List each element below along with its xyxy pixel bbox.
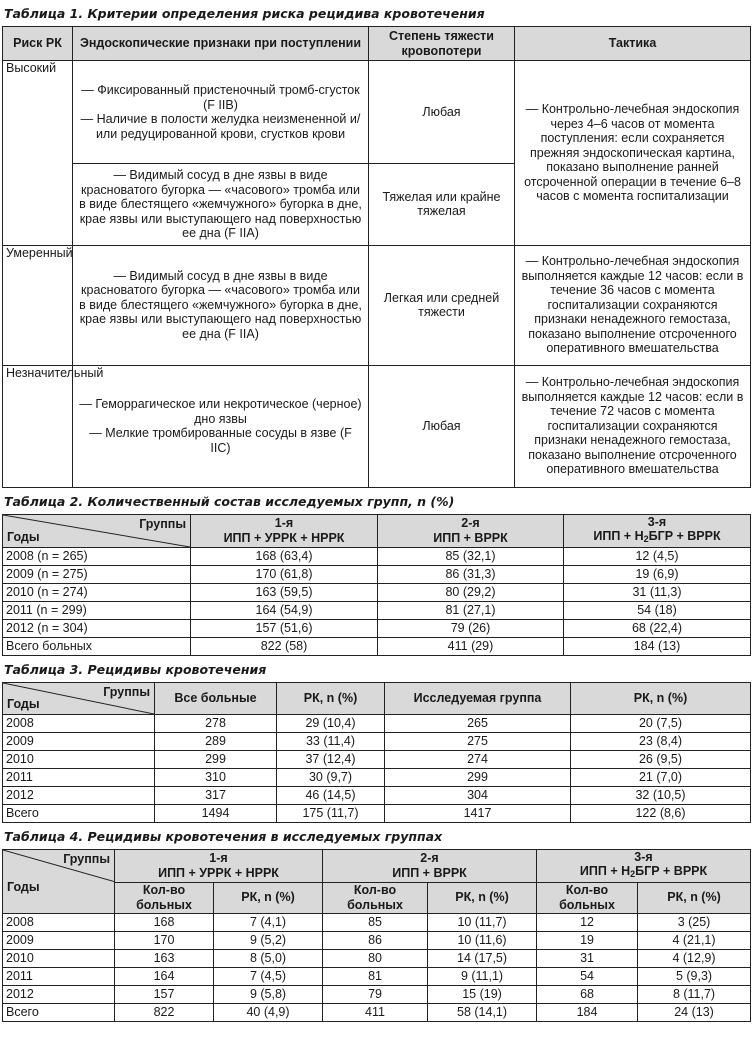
value-cell: 19 (6,9) — [564, 565, 751, 583]
table1-row-low — [3, 365, 751, 487]
table4-caption: Таблица 4. Рецидивы кровотечения в исследуемых группах — [4, 828, 443, 844]
value-cell: 175 (11,7) — [277, 804, 385, 822]
high-sign-1a: — Фиксированный пристеночный тромб-сгусток (F IIB) — [81, 83, 360, 112]
table-row — [3, 985, 751, 1003]
year-cell: Всего — [3, 1003, 115, 1021]
table2-group3-header — [564, 514, 751, 547]
value-cell: 23 (8,4) — [571, 732, 751, 750]
table-row — [3, 637, 751, 655]
table2-group2-header — [378, 514, 564, 547]
table4-header-rk-2: РК, n (%) — [428, 882, 537, 913]
risk-low-cell: Незначительный — [3, 365, 73, 487]
value-cell: 163 — [115, 949, 214, 967]
value-cell: 21 (7,0) — [571, 768, 751, 786]
low-signs-cell — [73, 365, 369, 487]
value-cell: 10 (11,6) — [428, 931, 537, 949]
value-cell: 12 (4,5) — [564, 547, 751, 565]
table4 — [2, 849, 751, 1022]
table4-body — [3, 913, 751, 1021]
value-cell: 9 (5,2) — [214, 931, 323, 949]
years-label: Годы — [7, 530, 40, 544]
table2-body — [3, 547, 751, 655]
value-cell: 26 (9,5) — [571, 750, 751, 768]
group1-subtitle: ИПП + УРРК + НРРК — [158, 865, 279, 880]
value-cell: 80 (29,2) — [378, 583, 564, 601]
table4-header-rk-1: РК, n (%) — [214, 882, 323, 913]
group3-subtitle-a: ИПП + Н — [593, 529, 644, 543]
table1-header-row — [3, 27, 751, 61]
table4-group2-header — [323, 849, 537, 882]
value-cell: 274 — [385, 750, 571, 768]
high-tactics-cell: — Контрольно-лечебная эндоскопия через 4–6 часов от момента поступления: если сохраняется прежняя эндоскопическая картина, показано выполнение ранней отсроченной операции в течение 6–8 часов с момента госпитализации — [515, 61, 751, 246]
table-row — [3, 547, 751, 565]
year-cell: 2010 — [3, 949, 115, 967]
table1-header-tactics: Тактика — [515, 27, 751, 61]
value-cell: 304 — [385, 786, 571, 804]
value-cell: 58 (14,1) — [428, 1003, 537, 1021]
table-row — [3, 804, 751, 822]
table4-header-count-3: Кол-во больных — [537, 882, 638, 913]
table-row — [3, 949, 751, 967]
value-cell: 164 — [115, 967, 214, 985]
value-cell: 299 — [155, 750, 277, 768]
table1-header-signs: Эндоскопические признаки при поступлении — [73, 27, 369, 61]
group3-subscript: 2 — [630, 869, 636, 879]
group3-subtitle-b: БГР + ВРРК — [648, 529, 721, 543]
table-row — [3, 714, 751, 732]
value-cell: 54 — [537, 967, 638, 985]
value-cell: 79 — [323, 985, 428, 1003]
group1-title: 1-я — [274, 516, 294, 530]
group1-title: 1-я — [209, 851, 228, 865]
table2-corner-header — [3, 514, 191, 547]
years-label: Годы — [7, 879, 40, 894]
high-severity-cell-1: Любая — [369, 61, 515, 164]
value-cell: 85 — [323, 913, 428, 931]
year-cell: 2008 — [3, 913, 115, 931]
value-cell: 411 (29) — [378, 637, 564, 655]
value-cell: 265 — [385, 714, 571, 732]
moderate-severity-cell: Легкая или средней тяжести — [369, 245, 515, 365]
value-cell: 8 (11,7) — [638, 985, 751, 1003]
value-cell: 164 (54,9) — [191, 601, 378, 619]
group3-subtitle-b: БГР + ВРРК — [635, 864, 708, 878]
value-cell: 163 (59,5) — [191, 583, 378, 601]
table4-header-count-1: Кол-во больных — [115, 882, 214, 913]
year-cell: Всего — [3, 804, 155, 822]
year-cell: 2011 — [3, 768, 155, 786]
table4-header-rk-3: РК, n (%) — [638, 882, 751, 913]
table-row — [3, 732, 751, 750]
table-row — [3, 786, 751, 804]
value-cell: 7 (4,5) — [214, 967, 323, 985]
table-row — [3, 583, 751, 601]
year-cell: 2010 (n = 274) — [3, 583, 191, 601]
year-cell: 2011 (n = 299) — [3, 601, 191, 619]
value-cell: 278 — [155, 714, 277, 732]
value-cell: 15 (19) — [428, 985, 537, 1003]
table2-group1-header — [191, 514, 378, 547]
table3 — [2, 682, 751, 823]
group3-title: 3-я — [647, 514, 667, 529]
value-cell: 79 (26) — [378, 619, 564, 637]
year-cell: 2008 — [3, 714, 155, 732]
value-cell: 3 (25) — [638, 913, 751, 931]
group3-title: 3-я — [634, 849, 653, 864]
table-row — [3, 601, 751, 619]
value-cell: 168 — [115, 913, 214, 931]
table3-header-rk2: РК, n (%) — [571, 682, 751, 714]
value-cell: 10 (11,7) — [428, 913, 537, 931]
value-cell: 184 — [537, 1003, 638, 1021]
table-row — [3, 913, 751, 931]
year-cell: 2012 — [3, 985, 115, 1003]
value-cell: 157 — [115, 985, 214, 1003]
table1 — [2, 26, 751, 488]
table4-corner-header — [3, 849, 115, 913]
value-cell: 54 (18) — [564, 601, 751, 619]
table4-header-row-2 — [3, 882, 751, 913]
value-cell: 1494 — [155, 804, 277, 822]
table-row — [3, 1003, 751, 1021]
year-cell: 2009 (n = 275) — [3, 565, 191, 583]
group2-title: 2-я — [420, 851, 439, 865]
table1-caption: Таблица 1. Критерии определения риска рецидива кровотечения — [4, 6, 485, 21]
table3-corner-header — [3, 682, 155, 714]
value-cell: 81 (27,1) — [378, 601, 564, 619]
table4-header-row-1 — [3, 849, 751, 882]
value-cell: 5 (9,3) — [638, 967, 751, 985]
moderate-signs-cell: — Видимый сосуд в дне язвы в виде красноватого бугорка — «часового» тромба или в виде блестящего «жемчужного» бугорка в дне, крае язвы или выступающего над поверхностью ее дна (F IIA) — [73, 245, 369, 365]
value-cell: 299 — [385, 768, 571, 786]
value-cell: 68 — [537, 985, 638, 1003]
group1-subtitle: ИПП + УРРК + НРРК — [223, 530, 345, 545]
moderate-tactics-cell: — Контрольно-лечебная эндоскопия выполняется каждые 12 часов: если в течение 36 часов с момента госпитализации сохраняются признаки ненадежного гемостаза, показано выполнение отсроченного оперативного вмешательства — [515, 245, 751, 365]
value-cell: 184 (13) — [564, 637, 751, 655]
table3-header-all: Все больные — [155, 682, 277, 714]
year-cell: 2011 — [3, 967, 115, 985]
year-cell: 2009 — [3, 931, 115, 949]
value-cell: 81 — [323, 967, 428, 985]
table-row — [3, 750, 751, 768]
value-cell: 9 (5,8) — [214, 985, 323, 1003]
value-cell: 822 — [115, 1003, 214, 1021]
table3-header-rk1: РК, n (%) — [277, 682, 385, 714]
value-cell: 317 — [155, 786, 277, 804]
value-cell: 157 (51,6) — [191, 619, 378, 637]
year-cell: 2012 (n = 304) — [3, 619, 191, 637]
year-cell: Всего больных — [3, 637, 191, 655]
groups-label: Группы — [63, 851, 110, 866]
low-severity-cell: Любая — [369, 365, 515, 487]
table2-header-row — [3, 514, 751, 547]
value-cell: 85 (32,1) — [378, 547, 564, 565]
table1-header-risk: Риск РК — [3, 27, 73, 61]
table-row — [3, 967, 751, 985]
groups-label: Группы — [103, 684, 150, 699]
value-cell: 68 (22,4) — [564, 619, 751, 637]
group3-subtitle — [540, 864, 747, 882]
risk-high-cell: Высокий — [3, 61, 73, 246]
value-cell: 7 (4,1) — [214, 913, 323, 931]
year-cell: 2010 — [3, 750, 155, 768]
table3-header-row — [3, 682, 751, 714]
value-cell: 310 — [155, 768, 277, 786]
value-cell: 12 — [537, 913, 638, 931]
group2-subtitle: ИПП + ВРРК — [433, 530, 508, 545]
table-row — [3, 619, 751, 637]
value-cell: 37 (12,4) — [277, 750, 385, 768]
table4-group3-header — [537, 849, 751, 882]
value-cell: 19 — [537, 931, 638, 949]
table-row — [3, 931, 751, 949]
low-sign-b: — Мелкие тромбированные сосуды в язве (F IIC) — [89, 426, 352, 455]
value-cell: 46 (14,5) — [277, 786, 385, 804]
value-cell: 31 — [537, 949, 638, 967]
value-cell: 40 (4,9) — [214, 1003, 323, 1021]
year-cell: 2009 — [3, 732, 155, 750]
value-cell: 822 (58) — [191, 637, 378, 655]
value-cell: 122 (8,6) — [571, 804, 751, 822]
table2-caption: Таблица 2. Количественный состав исследуемых групп, n (%) — [4, 493, 455, 509]
table2 — [2, 514, 751, 656]
table3-header-study: Исследуемая группа — [385, 682, 571, 714]
group2-subtitle: ИПП + ВРРК — [392, 865, 467, 880]
value-cell: 4 (12,9) — [638, 949, 751, 967]
risk-moderate-cell: Умеренный — [3, 245, 73, 365]
value-cell: 20 (7,5) — [571, 714, 751, 732]
low-tactics-cell: — Контрольно-лечебная эндоскопия выполняется каждые 12 часов: если в течение 72 часов с момента госпитализации сохраняются признаки ненадежного гемостаза, показано выполнение отсроченного оперативного вмешательства — [515, 365, 751, 487]
table-row — [3, 768, 751, 786]
table3-body — [3, 714, 751, 822]
value-cell: 4 (21,1) — [638, 931, 751, 949]
high-signs-cell-1 — [73, 61, 369, 164]
value-cell: 86 (31,3) — [378, 565, 564, 583]
group2-title: 2-я — [461, 516, 480, 530]
value-cell: 8 (5,0) — [214, 949, 323, 967]
high-severity-cell-2: Тяжелая или крайне тяжелая — [369, 164, 515, 246]
value-cell: 31 (11,3) — [564, 583, 751, 601]
value-cell: 80 — [323, 949, 428, 967]
value-cell: 1417 — [385, 804, 571, 822]
groups-label: Группы — [139, 516, 186, 531]
high-sign-1b: — Наличие в полости желудка неизмененной и/или редуцированной крови, сгустков крови — [80, 112, 361, 141]
value-cell: 29 (10,4) — [277, 714, 385, 732]
value-cell: 14 (17,5) — [428, 949, 537, 967]
table4-group1-header — [115, 849, 323, 882]
low-sign-a: — Геморрагическое или некротическое (черное) дно язвы — [79, 397, 362, 426]
table1-row-moderate — [3, 245, 751, 365]
value-cell: 32 (10,5) — [571, 786, 751, 804]
value-cell: 170 (61,8) — [191, 565, 378, 583]
value-cell: 411 — [323, 1003, 428, 1021]
value-cell: 33 (11,4) — [277, 732, 385, 750]
table1-row-high-1 — [3, 61, 751, 164]
value-cell: 170 — [115, 931, 214, 949]
value-cell: 30 (9,7) — [277, 768, 385, 786]
value-cell: 275 — [385, 732, 571, 750]
table-row — [3, 565, 751, 583]
year-cell: 2012 — [3, 786, 155, 804]
high-signs-cell-2: — Видимый сосуд в дне язвы в виде красноватого бугорка — «часового» тромба или в виде блестящего «жемчужного» бугорка в дне, крае язвы или выступающего над поверхностью ее дна (F IIA) — [73, 164, 369, 246]
group3-subtitle — [567, 529, 747, 547]
table4-header-count-2: Кол-во больных — [323, 882, 428, 913]
years-label: Годы — [7, 697, 40, 711]
value-cell: 168 (63,4) — [191, 547, 378, 565]
table1-header-severity: Степень тяжести кровопотери — [369, 27, 515, 61]
value-cell: 86 — [323, 931, 428, 949]
table3-caption: Таблица 3. Рецидивы кровотечения — [4, 661, 267, 677]
value-cell: 9 (11,1) — [428, 967, 537, 985]
group3-subscript: 2 — [643, 534, 649, 544]
value-cell: 289 — [155, 732, 277, 750]
year-cell: 2008 (n = 265) — [3, 547, 191, 565]
group3-subtitle-a: ИПП + Н — [579, 864, 631, 878]
value-cell: 24 (13) — [638, 1003, 751, 1021]
